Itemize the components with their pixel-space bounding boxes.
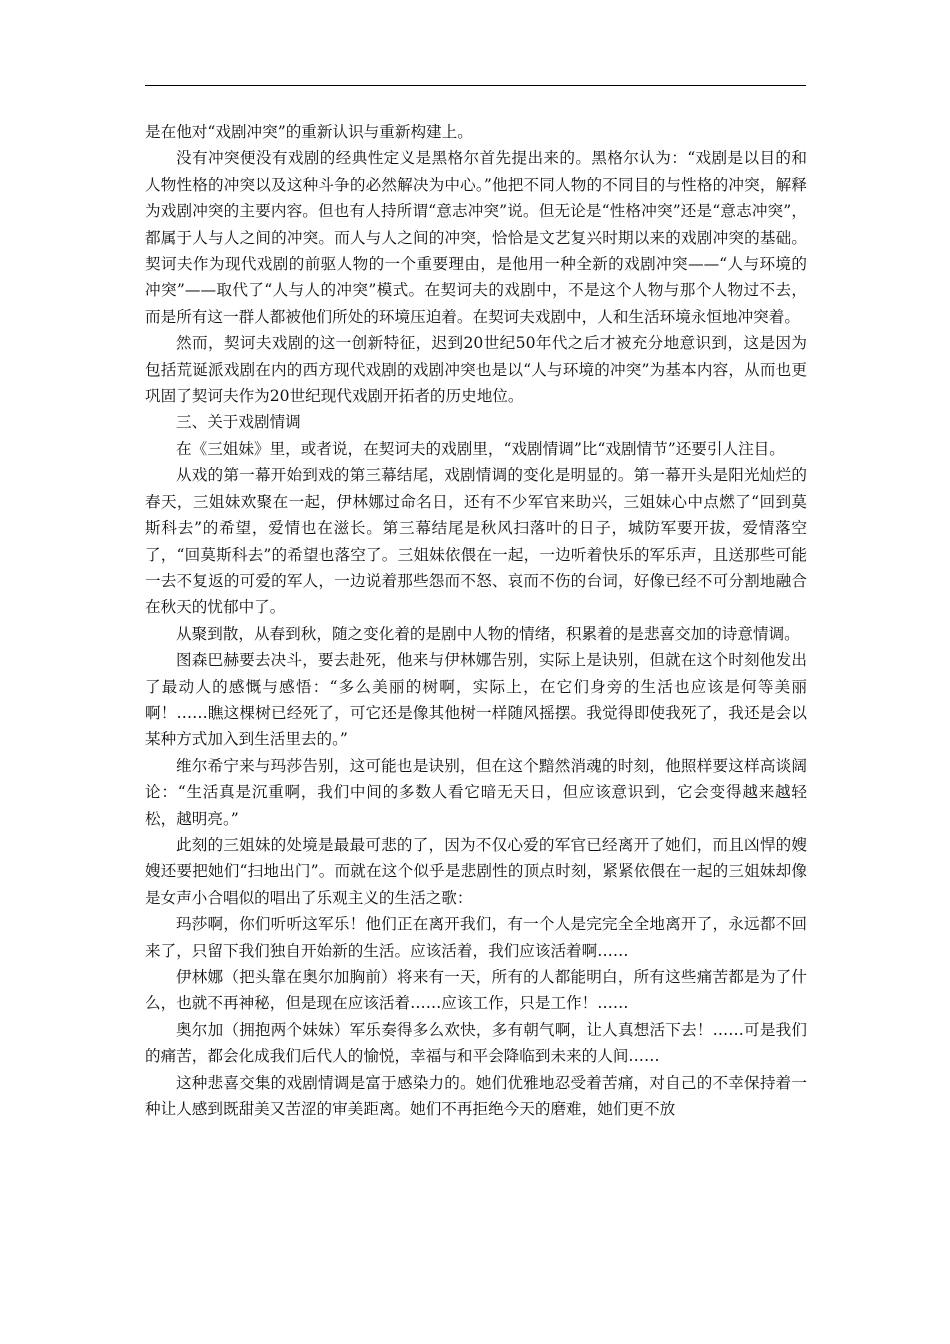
- paragraph: 维尔希宁来与玛莎告别，这可能也是诀别，但在这个黯然消魂的时刻，他照样要这样高谈阔论：“生活真是沉重啊，我们中间的多数人看它暗无天日，但应该意识到，它会变得越来越轻松，越明亮。”: [145, 756, 807, 828]
- paragraph: 此刻的三姐妹的处境是最最可悲的了，因为不仅心爱的军官已经离开了她们，而且凶悍的嫂嫂还要把她们“扫地出门”。而就在这个似乎是悲剧性的顶点时刻，紧紧依偎在一起的三姐妹却像是女声小合唱似的唱出了乐观主义的生活之歌：: [145, 835, 807, 907]
- section-heading: 三、关于戏剧情调: [176, 413, 301, 432]
- header-rule: [145, 85, 806, 86]
- dialogue-line: 奥尔加（拥抱两个妹妹）军乐奏得多么欢快，多有朝气啊，让人真想活下去！……可是我们的痛苦，都会化成我们后代人的愉悦，幸福与和平会降临到未来的人间……: [145, 1020, 807, 1066]
- paragraph: 在《三姐妹》里，或者说，在契诃夫的戏剧里，“戏剧情调”比“戏剧情节”还要引人注目。: [176, 439, 785, 458]
- paragraph: 是在他对“戏剧冲突”的重新认识与重新构建上。: [145, 123, 473, 141]
- paragraph: 图森巴赫要去决斗，要去赴死，他来与伊林娜告别，实际上是诀别，但就在这个时刻他发出了最动人的感慨与感悟：“多么美丽的树啊，实际上，在它们身旁的生活也应该是何等美丽啊！……瞧这棵树已经死了，可它还是像其他树一样随风摇摆。我觉得即使我死了，我还是会以某种方式加入到生活里去的。”: [145, 651, 807, 749]
- body-text: [145, 119, 807, 1122]
- paragraph: 这种悲喜交集的戏剧情调是富于感染力的。她们优雅地忍受着苦痛，对自己的不幸保持着一种让人感到既甜美又苦涩的审美距离。她们不再拒绝今天的磨难，她们更不放: [145, 1073, 807, 1119]
- paragraph: 从戏的第一幕开始到戏的第三幕结尾，戏剧情调的变化是明显的。第一幕开头是阳光灿烂的春天，三姐妹欢聚在一起，伊林娜过命名日，还有不少军官来助兴，三姐妹心中点燃了“回到莫斯科去”的希望，爱情也在滋长。第三幕结尾是秋风扫落叶的日子，城防军要开拔，爱情落空了，“回莫斯科去”的希望也落空了。三姐妹依偎在一起，一边听着快乐的军乐声，且送那些可能一去不复返的可爱的军人，一边说着那些怨而不怒、哀而不伤的台词，好像已经不可分割地融合在秋天的忧郁中了。: [145, 466, 807, 617]
- paragraph: 没有冲突便没有戏剧的经典性定义是黑格尔首先提出来的。黑格尔认为：“戏剧是以目的和人物性格的冲突以及这种斗争的必然解决为中心。”他把不同人物的不同目的与性格的冲突，解释为戏剧冲突的主要内容。但也有人持所谓“意志冲突”说。但无论是“性格冲突”还是“意志冲突”，都属于人与人之间的冲突。而人与人之间的冲突，恰恰是文艺复兴时期以来的戏剧冲突的基础。契诃夫作为现代戏剧的前驱人物的一个重要理由，是他用一种全新的戏剧冲突——“人与环境的冲突”——取代了“人与人的冲突”模式。在契诃夫的戏剧中，不是这个人物与那个人物过不去，而是所有这一群人都被他们所处的环境压迫着。在契诃夫戏剧中，人和生活环境永恒地冲突着。: [145, 149, 807, 326]
- dialogue-line: 玛莎啊，你们听听这军乐！他们正在离开我们，有一个人是完完全全地离开了，永远都不回来了，只留下我们独自开始新的生活。应该活着，我们应该活着啊……: [145, 915, 807, 960]
- paragraph: 从聚到散，从春到秋，随之变化着的是剧中人物的情绪，积累着的是悲喜交加的诗意情调。: [176, 624, 800, 643]
- dialogue-line: 伊林娜（把头靠在奥尔加胸前）将来有一天，所有的人都能明白，所有这些痛苦都是为了什么，也就不再神秘，但是现在应该活着……应该工作，只是工作！……: [145, 968, 807, 1013]
- paragraph: 然而，契诃夫戏剧的这一创新特征，迟到20世纪50年代之后才被充分地意识到，这是因为包括荒诞派戏剧在内的西方现代戏剧的戏剧冲突也是以“人与环境的冲突”为基本内容，从而也更巩固了契诃夫作为20世纪现代戏剧开拓者的历史地位。: [145, 334, 807, 406]
